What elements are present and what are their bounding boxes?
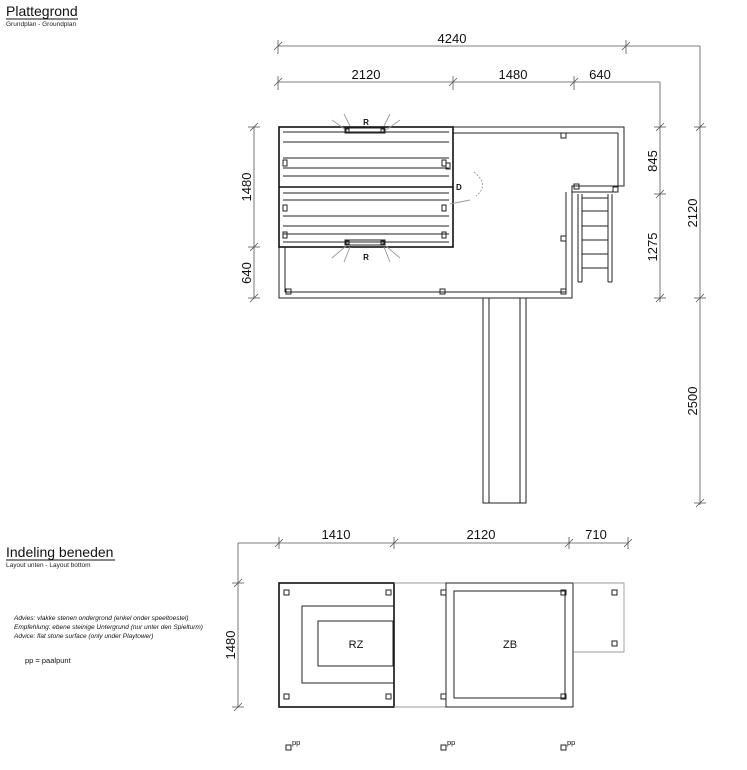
swing-label-bottom: R [363,253,369,262]
advice-nl: Advies: vlakke stenen ondergrond (enkel onder speeltoestel) [14,615,189,622]
dimension-left [239,123,260,302]
dim-4240: 4240 [437,31,467,46]
dim-1480-top: 1480 [498,67,528,82]
dimension-total-width [274,31,700,505]
dim-1480-bottom: 1480 [223,630,238,660]
svg-text:pp: pp [567,738,576,747]
dim-640-left: 640 [239,262,254,284]
dimension-right-outer [685,123,706,507]
indeling-title: Indeling beneden [6,544,114,560]
dim-2120-right: 2120 [685,198,700,228]
post-point-2 [441,738,455,750]
dim-1275: 1275 [645,232,660,262]
ladder [578,194,612,282]
svg-text:pp: pp [292,738,301,747]
rz-label: RZ [348,639,364,651]
dim-2120-bottom: 2120 [466,527,496,542]
advice-en: Advice: flat stone surface (only under Playtower) [14,633,154,640]
door-label: D [456,183,462,192]
post-point-1 [286,738,300,750]
bottom-dimension-left [223,579,244,711]
legend-paalpunt: pp = paalpunt [25,656,71,665]
post-point-3 [561,738,575,750]
dim-845: 845 [645,150,660,172]
dimension-row-widths [274,67,660,302]
sandbox-area [279,583,394,707]
dim-640-top: 640 [589,67,611,82]
dim-2120-top: 2120 [351,67,381,82]
dimension-right-inner [645,123,666,302]
dim-1410: 1410 [321,527,351,542]
swing-block [279,114,453,262]
ladder-area [573,583,624,652]
plattegrond-title: Plattegrond [6,3,78,19]
dim-2500: 2500 [685,386,700,416]
advice-de: Empfehlung: ebene steinige Untergrund (nur unter den Spielturm) [14,624,203,631]
swing-label-top: R [363,118,369,127]
door-symbol [446,163,483,204]
plattegrond-subtitle: Grundplan - Groundplan [6,21,77,28]
zb-label: ZB [502,639,518,651]
zb-area [441,583,573,707]
slide [483,298,526,503]
indeling-subtitle: Layout unten - Layout bottom [6,562,91,569]
dim-1480-left: 1480 [239,172,254,202]
platform-outline [279,127,624,298]
svg-text:pp: pp [447,738,456,747]
dim-710: 710 [585,527,607,542]
